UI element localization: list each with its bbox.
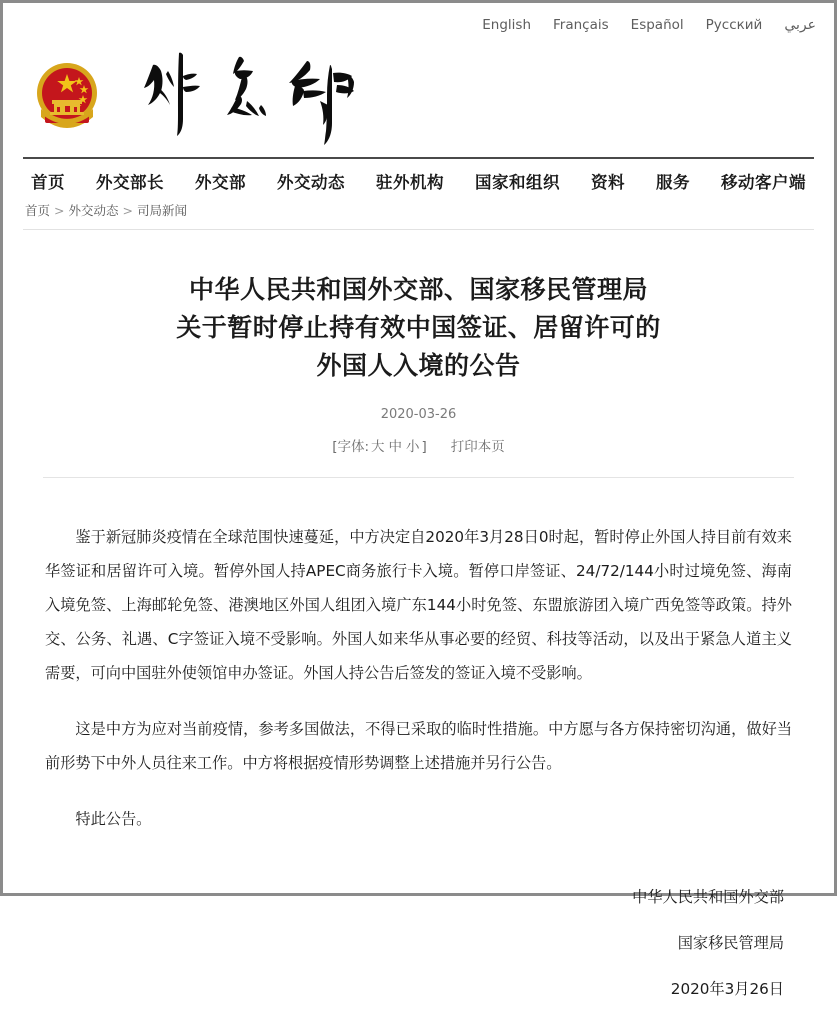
page-title-line-1: 中华人民共和国外交部、国家移民管理局 xyxy=(188,275,648,304)
signature-immigration-administration: 国家移民管理局 xyxy=(677,934,784,952)
article xyxy=(3,249,834,1012)
nav-item-mobile-client[interactable]: 移动客户端 xyxy=(721,173,806,192)
article-signature xyxy=(45,874,792,1012)
nav-item-diplomatic-news[interactable]: 外交动态 xyxy=(277,173,345,192)
site-header[interactable] xyxy=(27,39,375,151)
nav-item-services[interactable]: 服务 xyxy=(656,173,690,192)
breadcrumb xyxy=(23,201,814,219)
print-page-button[interactable]: 打印本页 xyxy=(450,439,505,455)
breadcrumb-separator: > xyxy=(54,203,65,218)
language-link-english[interactable]: English xyxy=(482,17,532,33)
article-paragraph: 这是中方为应对当前疫情，参考多国做法，不得已采取的临时性措施。中方愿与各方保持密切沟通，做好当前形势下中外人员往来工作。中方将根据疫情形势调整上述措施并另行公告。 xyxy=(45,720,792,772)
national-emblem-icon xyxy=(27,55,107,135)
nav-item-countries-organizations[interactable]: 国家和组织 xyxy=(475,173,560,192)
ministry-wordmark xyxy=(135,43,375,148)
publish-date: 2020-03-26 xyxy=(380,407,457,422)
font-size-large-button[interactable]: 大 xyxy=(371,439,385,455)
nav-list xyxy=(23,159,814,202)
signature-ministry-of-foreign-affairs: 中华人民共和国外交部 xyxy=(632,888,784,906)
breadcrumb-separator: > xyxy=(122,203,133,218)
language-link-arabic[interactable]: عربي xyxy=(784,17,816,33)
article-paragraph: 特此公告。 xyxy=(75,810,152,828)
breadcrumb-bar xyxy=(23,201,814,230)
language-bar xyxy=(482,17,816,33)
page-title-line-3: 外国人入境的公告 xyxy=(316,351,521,380)
page-title xyxy=(73,271,764,385)
nav-item-foreign-minister[interactable]: 外交部长 xyxy=(96,173,164,192)
language-link-russian[interactable]: Русский xyxy=(705,17,763,33)
article-divider xyxy=(43,477,794,478)
font-size-small-button[interactable]: 小 xyxy=(406,439,420,455)
breadcrumb-item-current: 司局新闻 xyxy=(137,203,188,218)
breadcrumb-item-home[interactable]: 首页 xyxy=(25,203,51,218)
font-size-label-end: ] xyxy=(421,439,427,455)
nav-item-home[interactable]: 首页 xyxy=(31,173,65,192)
font-size-medium-button[interactable]: 中 xyxy=(388,439,403,455)
signature-date: 2020年3月26日 xyxy=(670,980,784,998)
article-body xyxy=(45,520,792,836)
language-link-espanol[interactable]: Español xyxy=(630,17,684,33)
breadcrumb-item-diplomatic-news[interactable]: 外交动态 xyxy=(68,203,119,218)
nav-item-ministry[interactable]: 外交部 xyxy=(195,173,246,192)
nav-item-missions-abroad[interactable]: 驻外机构 xyxy=(376,173,444,192)
article-paragraph: 鉴于新冠肺炎疫情在全球范围快速蔓延，中方决定自2020年3月28日0时起，暂时停止外国人持目前有效来华签证和居留许可入境。暂停外国人持APEC商务旅行卡入境。暂停口岸签证、24/72/144小时过境免签、海南入境免签、上海邮轮免签、港澳地区外国人组团入境广东144小时免签、东盟旅游团入境广西免签等政策。持外交、公务、礼遇、C字签证入境不受影响。外国人如来华从事必要的经贸、科技等活动，以及出于紧急人道主义需要，可向中国驻外使领馆申办签证。外国人持公告后签发的签证入境不受影响。 xyxy=(45,528,792,682)
language-link-francais[interactable]: Français xyxy=(553,17,609,33)
main-navigation xyxy=(23,157,814,202)
article-tools xyxy=(3,435,834,455)
font-size-label: [字体: xyxy=(332,439,370,455)
page-title-line-2: 关于暂时停止持有效中国签证、居留许可的 xyxy=(176,313,661,342)
nav-item-resources[interactable]: 资料 xyxy=(591,173,625,192)
